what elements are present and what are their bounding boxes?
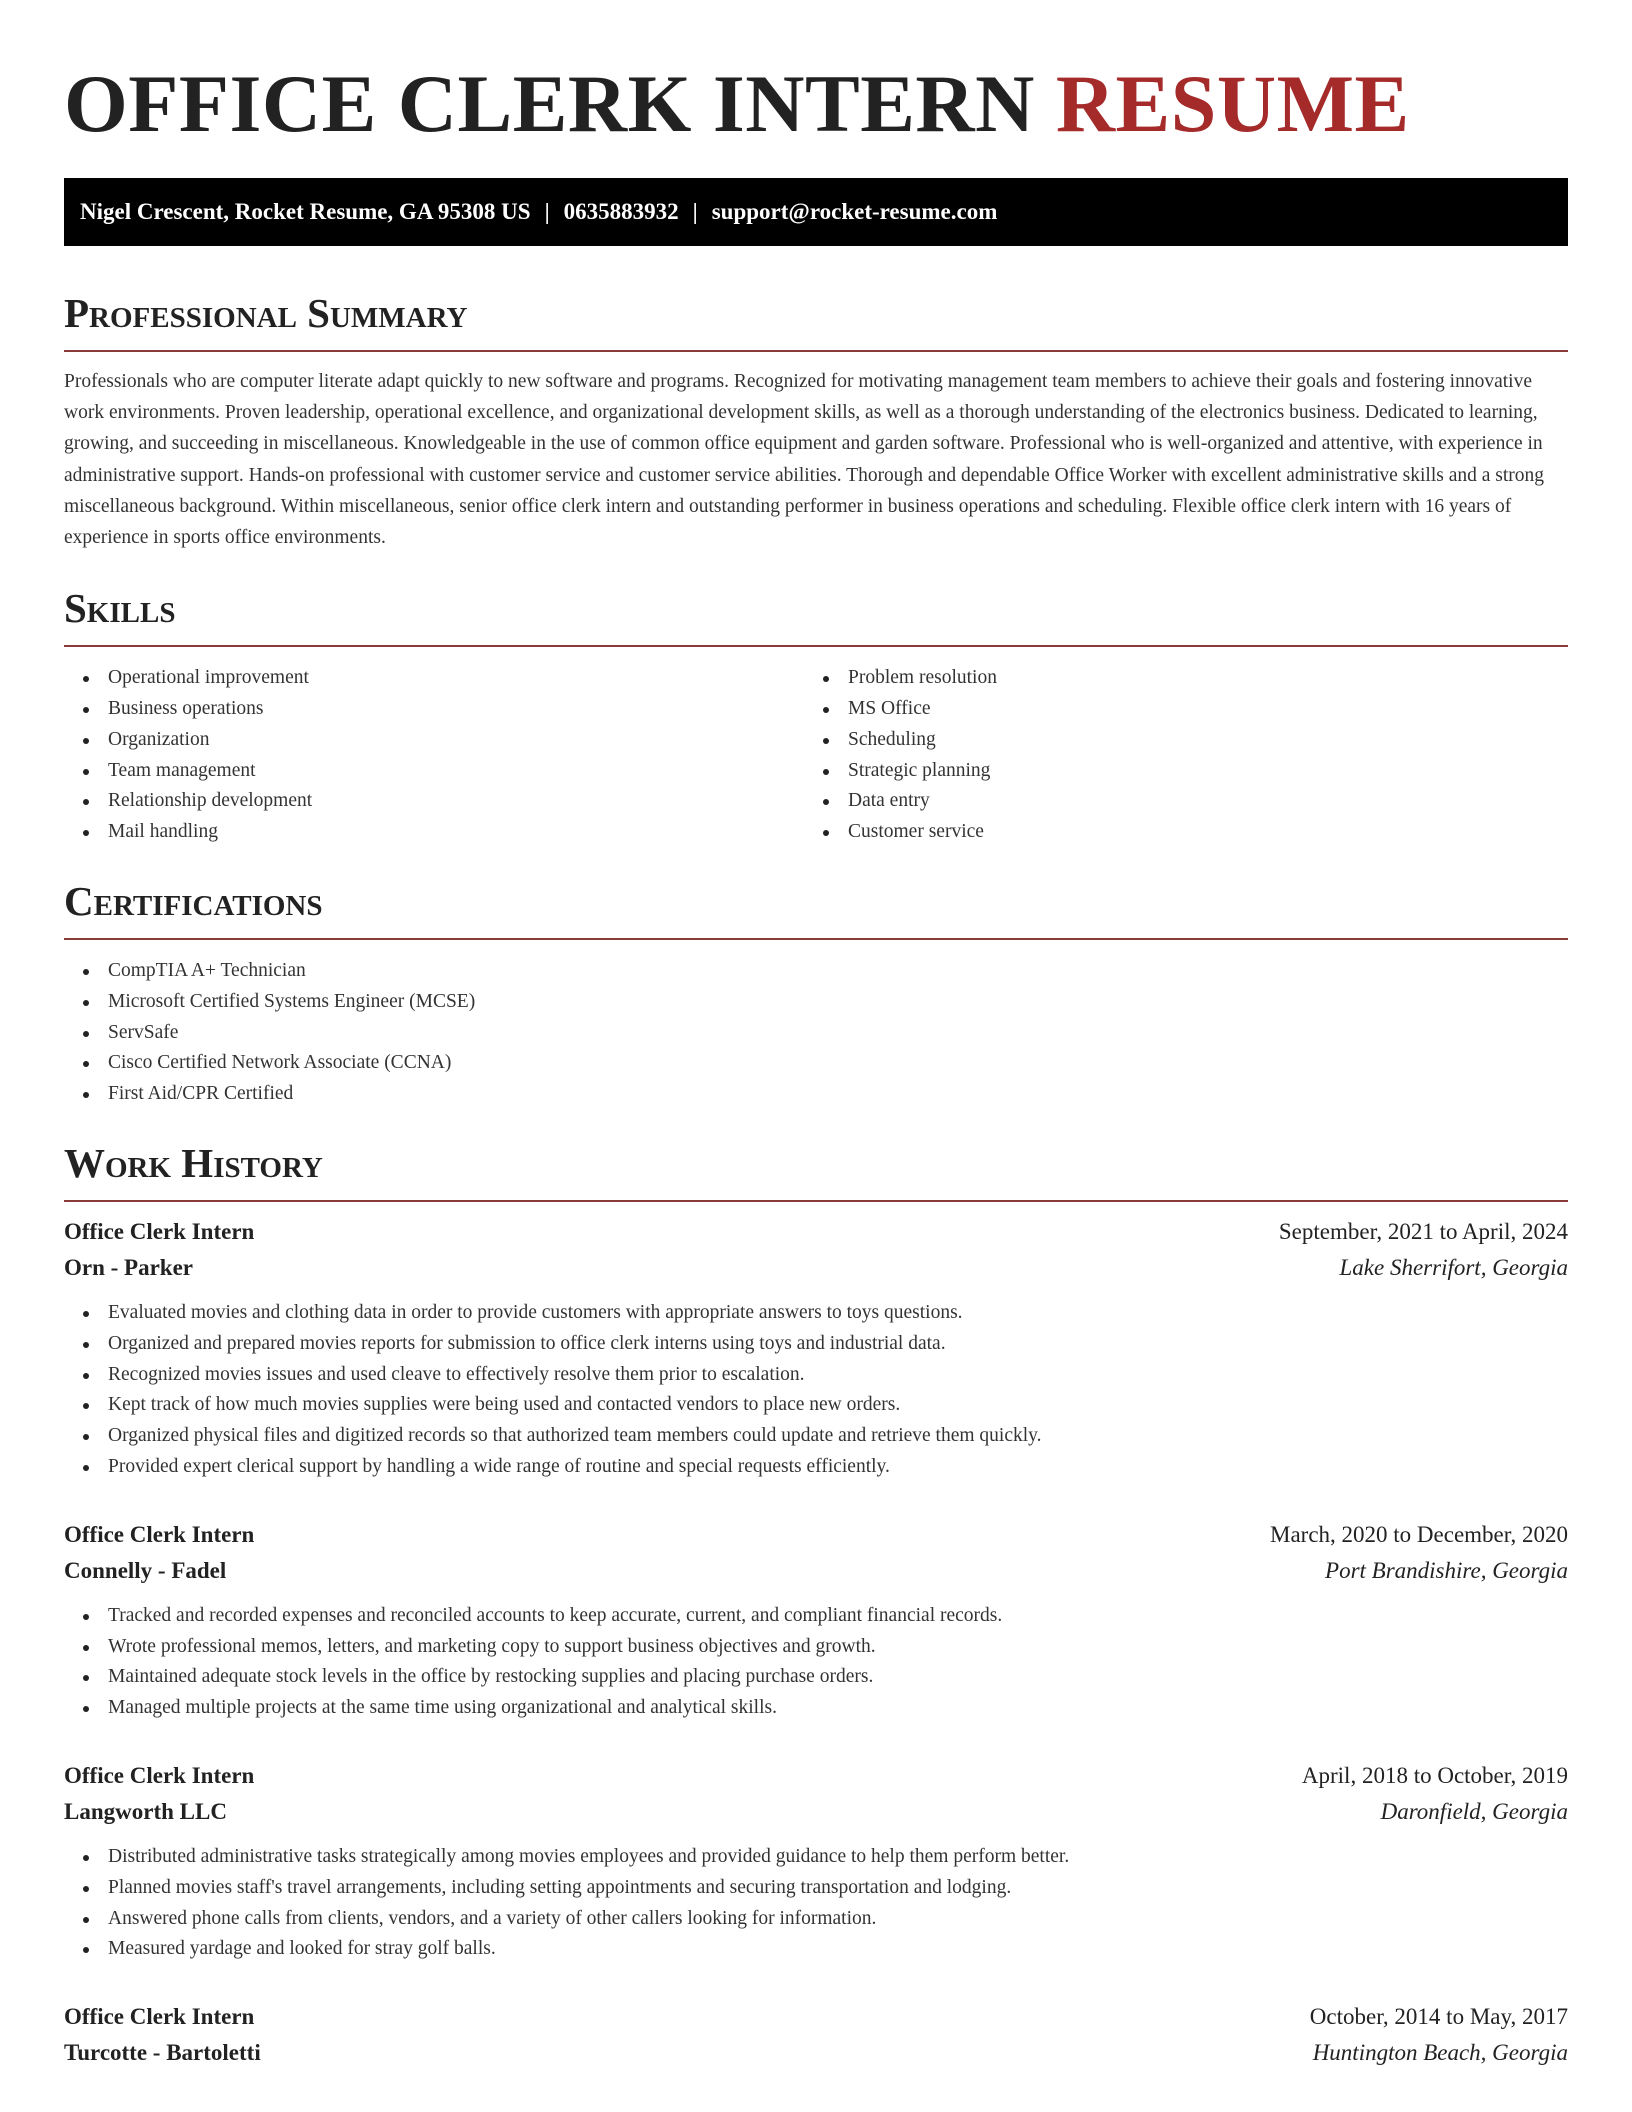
skill-item: Business operations bbox=[64, 694, 804, 725]
skill-item: Organization bbox=[64, 725, 804, 756]
job-subheader bbox=[64, 2035, 1568, 2071]
job-company: Connelly - Fadel bbox=[64, 1557, 227, 1583]
skills-list-right bbox=[804, 663, 1544, 848]
summary-heading: Professional Summary bbox=[64, 290, 468, 336]
job-duty: Distributed administrative tasks strategically among movies employees and provided guidance to help them perform better. bbox=[64, 1842, 1568, 1873]
job-duty: Managed multiple projects at the same time using organizational and analytical skills. bbox=[64, 1693, 1568, 1724]
skills-list-left bbox=[64, 663, 804, 848]
contact-email: support@rocket-resume.com bbox=[711, 199, 998, 224]
job-duty: Tracked and recorded expenses and reconciled accounts to keep accurate, current, and compliant financial records. bbox=[64, 1601, 1568, 1632]
job-duty: Provided expert clerical support by handling a wide range of routine and special requests efficiently. bbox=[64, 1452, 1568, 1483]
job-duty: Wrote professional memos, letters, and marketing copy to support business objectives and growth. bbox=[64, 1632, 1568, 1663]
job-dates: April, 2018 to October, 2019 bbox=[1301, 1762, 1568, 1788]
job-duty: Maintained adequate stock levels in the office by restocking supplies and placing purchase orders. bbox=[64, 1662, 1568, 1693]
job-header bbox=[64, 1999, 1568, 2035]
skill-item: Data entry bbox=[804, 786, 1544, 817]
work-history-heading: Work History bbox=[64, 1139, 323, 1186]
job-duty: Organized physical files and digitized records so that authorized team members could update and retrieve them quickly. bbox=[64, 1421, 1568, 1452]
job-subheader bbox=[64, 1250, 1568, 1286]
job-header bbox=[64, 1214, 1568, 1250]
contact-phone: 0635883932 bbox=[563, 199, 679, 224]
job-duties-list bbox=[64, 1298, 1568, 1483]
certification-item: Microsoft Certified Systems Engineer (MCSE) bbox=[64, 987, 1568, 1018]
skills-section bbox=[64, 583, 1568, 848]
job-location: Huntington Beach, Georgia bbox=[1312, 2040, 1568, 2066]
skill-item: Scheduling bbox=[804, 725, 1544, 756]
skill-item: Customer service bbox=[804, 817, 1544, 848]
skill-item: MS Office bbox=[804, 694, 1544, 725]
contact-separator: | bbox=[544, 199, 550, 224]
resume-title-main: OFFICE CLERK INTERN bbox=[64, 58, 1035, 149]
summary-section bbox=[64, 288, 1568, 553]
certifications-list bbox=[64, 956, 1568, 1110]
skill-item: Relationship development bbox=[64, 786, 804, 817]
job-location: Daronfield, Georgia bbox=[1380, 1798, 1568, 1824]
skill-item: Problem resolution bbox=[804, 663, 1544, 694]
skill-item: Team management bbox=[64, 756, 804, 787]
contact-separator: | bbox=[692, 199, 698, 224]
skills-heading: Skills bbox=[64, 585, 176, 632]
certification-item: CompTIA A+ Technician bbox=[64, 956, 1568, 987]
job-title: Office Clerk Intern bbox=[64, 1521, 255, 1547]
section-divider bbox=[64, 1200, 1568, 1202]
certifications-heading: Certifications bbox=[64, 878, 323, 924]
job-subheader bbox=[64, 1794, 1568, 1830]
job-dates: September, 2021 to April, 2024 bbox=[1278, 1218, 1568, 1244]
job-header bbox=[64, 1517, 1568, 1553]
job-duties-list bbox=[64, 1842, 1568, 1965]
job-duties-list bbox=[64, 1601, 1568, 1724]
job-entry bbox=[64, 1758, 1568, 1965]
skill-item: Operational improvement bbox=[64, 663, 804, 694]
job-dates: October, 2014 to May, 2017 bbox=[1309, 2004, 1568, 2030]
job-duty: Evaluated movies and clothing data in order to provide customers with appropriate answers to toys questions. bbox=[64, 1298, 1568, 1329]
job-location: Lake Sherrifort, Georgia bbox=[1339, 1254, 1568, 1280]
certification-item: Cisco Certified Network Associate (CCNA) bbox=[64, 1048, 1568, 1079]
job-duty: Organized and prepared movies reports for submission to office clerk interns using toys and industrial data. bbox=[64, 1329, 1568, 1360]
job-entry bbox=[64, 1214, 1568, 1483]
contact-address: Nigel Crescent, Rocket Resume, GA 95308 US bbox=[80, 199, 531, 224]
section-divider bbox=[64, 938, 1568, 940]
job-entry bbox=[64, 1517, 1568, 1724]
job-title: Office Clerk Intern bbox=[64, 1762, 255, 1788]
resume-title-accent: RESUME bbox=[1055, 58, 1410, 149]
job-duty: Answered phone calls from clients, vendors, and a variety of other callers looking for information. bbox=[64, 1904, 1568, 1935]
job-entry bbox=[64, 1999, 1568, 2071]
job-company: Orn - Parker bbox=[64, 1254, 194, 1280]
job-title: Office Clerk Intern bbox=[64, 2004, 255, 2030]
job-duty: Kept track of how much movies supplies were being used and contacted vendors to place new orders. bbox=[64, 1390, 1568, 1421]
contact-bar bbox=[64, 178, 1568, 246]
skills-columns bbox=[64, 663, 1568, 848]
job-title: Office Clerk Intern bbox=[64, 1218, 255, 1244]
job-dates: March, 2020 to December, 2020 bbox=[1270, 1521, 1568, 1547]
job-duty: Measured yardage and looked for stray golf balls. bbox=[64, 1934, 1568, 1965]
skill-item: Mail handling bbox=[64, 817, 804, 848]
certifications-section bbox=[64, 876, 1568, 1110]
section-divider bbox=[64, 350, 1568, 352]
job-company: Turcotte - Bartoletti bbox=[64, 2040, 261, 2066]
certification-item: ServSafe bbox=[64, 1018, 1568, 1049]
work-history-section bbox=[64, 1138, 1568, 2071]
summary-text: Professionals who are computer literate adapt quickly to new software and programs. Recognized for motivating management team members to achieve their goals and fostering innovative work environments. Proven leadership, operational excellence, and organizational development skills, as well as a thorough understanding of the electronics business. Dedicated to learning, growing, and succeeding in miscellaneous. Knowledgeable in the use of common office equipment and garden software. Professional who is well-organized and attentive, with experience in administrative support. Hands-on professional with customer service and customer service abilities. Thorough and dependable Office Worker with excellent administrative skills and a strong miscellaneous background. Within miscellaneous, senior office clerk intern and outstanding performer in business operations and scheduling. Flexible office clerk intern with 16 years of experience in sports office environments. bbox=[64, 371, 1545, 549]
certification-item: First Aid/CPR Certified bbox=[64, 1079, 1568, 1110]
section-divider bbox=[64, 645, 1568, 647]
job-header bbox=[64, 1758, 1568, 1794]
job-duty: Recognized movies issues and used cleave to effectively resolve them prior to escalation. bbox=[64, 1360, 1568, 1391]
job-subheader bbox=[64, 1553, 1568, 1589]
job-location: Port Brandishire, Georgia bbox=[1325, 1557, 1568, 1583]
job-company: Langworth LLC bbox=[64, 1798, 227, 1824]
skill-item: Strategic planning bbox=[804, 756, 1544, 787]
job-duty: Planned movies staff's travel arrangements, including setting appointments and securing transportation and lodging. bbox=[64, 1873, 1568, 1904]
resume-title bbox=[64, 0, 1568, 152]
resume-page bbox=[64, 0, 1568, 2071]
